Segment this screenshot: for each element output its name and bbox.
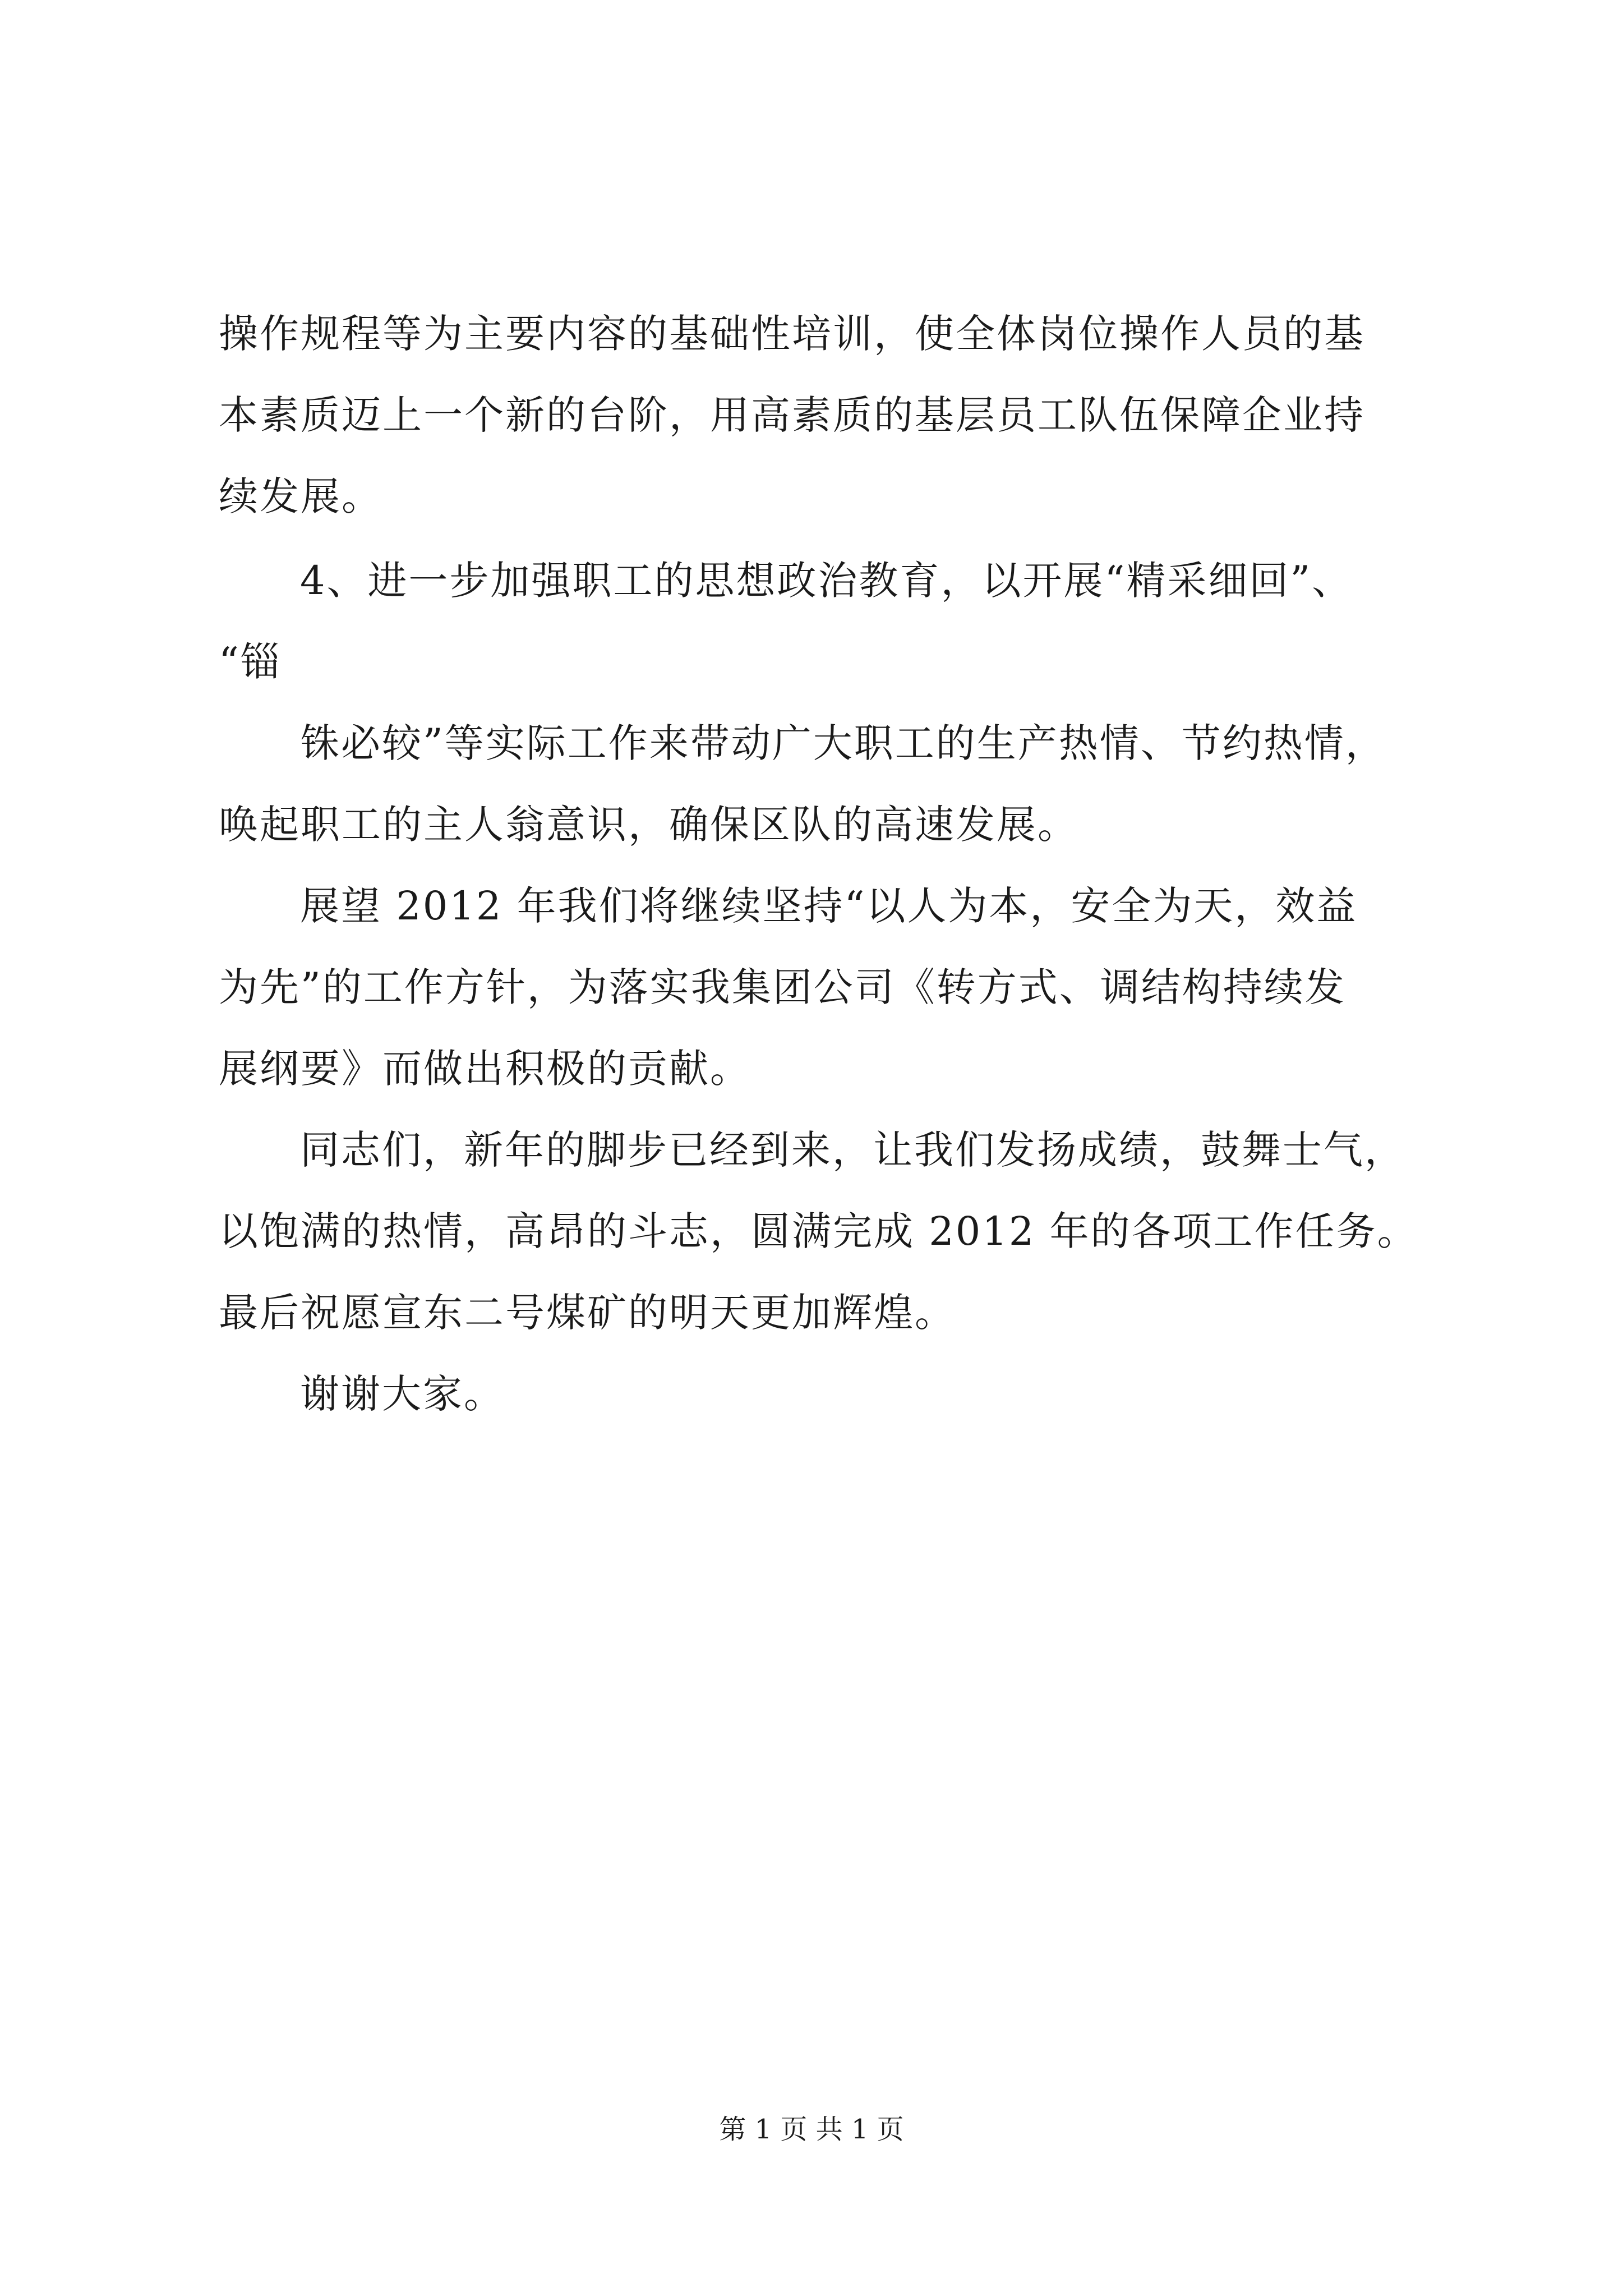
paragraph-line: 同志们，新年的脚步已经到来，让我们发扬成绩，鼓舞士气， <box>300 1127 1405 1173</box>
paragraph-line: 唤起职工的主人翁意识，确保区队的高速发展。 <box>219 802 1078 848</box>
page-footer: 第 1 页 共 1 页 <box>719 2114 904 2145</box>
paragraph-line: 续发展。 <box>219 473 382 519</box>
paragraph-line: 本素质迈上一个新的台阶，用高素质的基层员工队伍保障企业持 <box>219 392 1365 438</box>
paragraph-line: 以饱满的热情，高昂的斗志，圆满完成 2012 年的各项工作任务。 <box>219 1208 1418 1254</box>
paragraph-line: 4、进一步加强职工的思想政治教育，以开展“精采细回”、 <box>300 558 1353 604</box>
paragraph-line: “锱 <box>219 639 282 685</box>
paragraph-line: 为先”的工作方针，为落实我集团公司《转方式、调结构持续发 <box>219 964 1346 1010</box>
paragraph-line: 操作规程等为主要内容的基础性培训，使全体岗位操作人员的基 <box>219 311 1365 357</box>
paragraph-line: 最后祝愿宣东二号煤矿的明天更加辉煌。 <box>219 1290 956 1336</box>
paragraph-line: 铢必较”等实际工作来带动广大职工的生产热情、节约热情， <box>300 720 1386 766</box>
paragraph-line: 谢谢大家。 <box>300 1371 505 1417</box>
paragraph-line: 展望 2012 年我们将继续坚持“以人为本，安全为天，效益 <box>300 883 1358 929</box>
paragraph-line: 展纲要》而做出积极的贡献。 <box>219 1046 751 1092</box>
